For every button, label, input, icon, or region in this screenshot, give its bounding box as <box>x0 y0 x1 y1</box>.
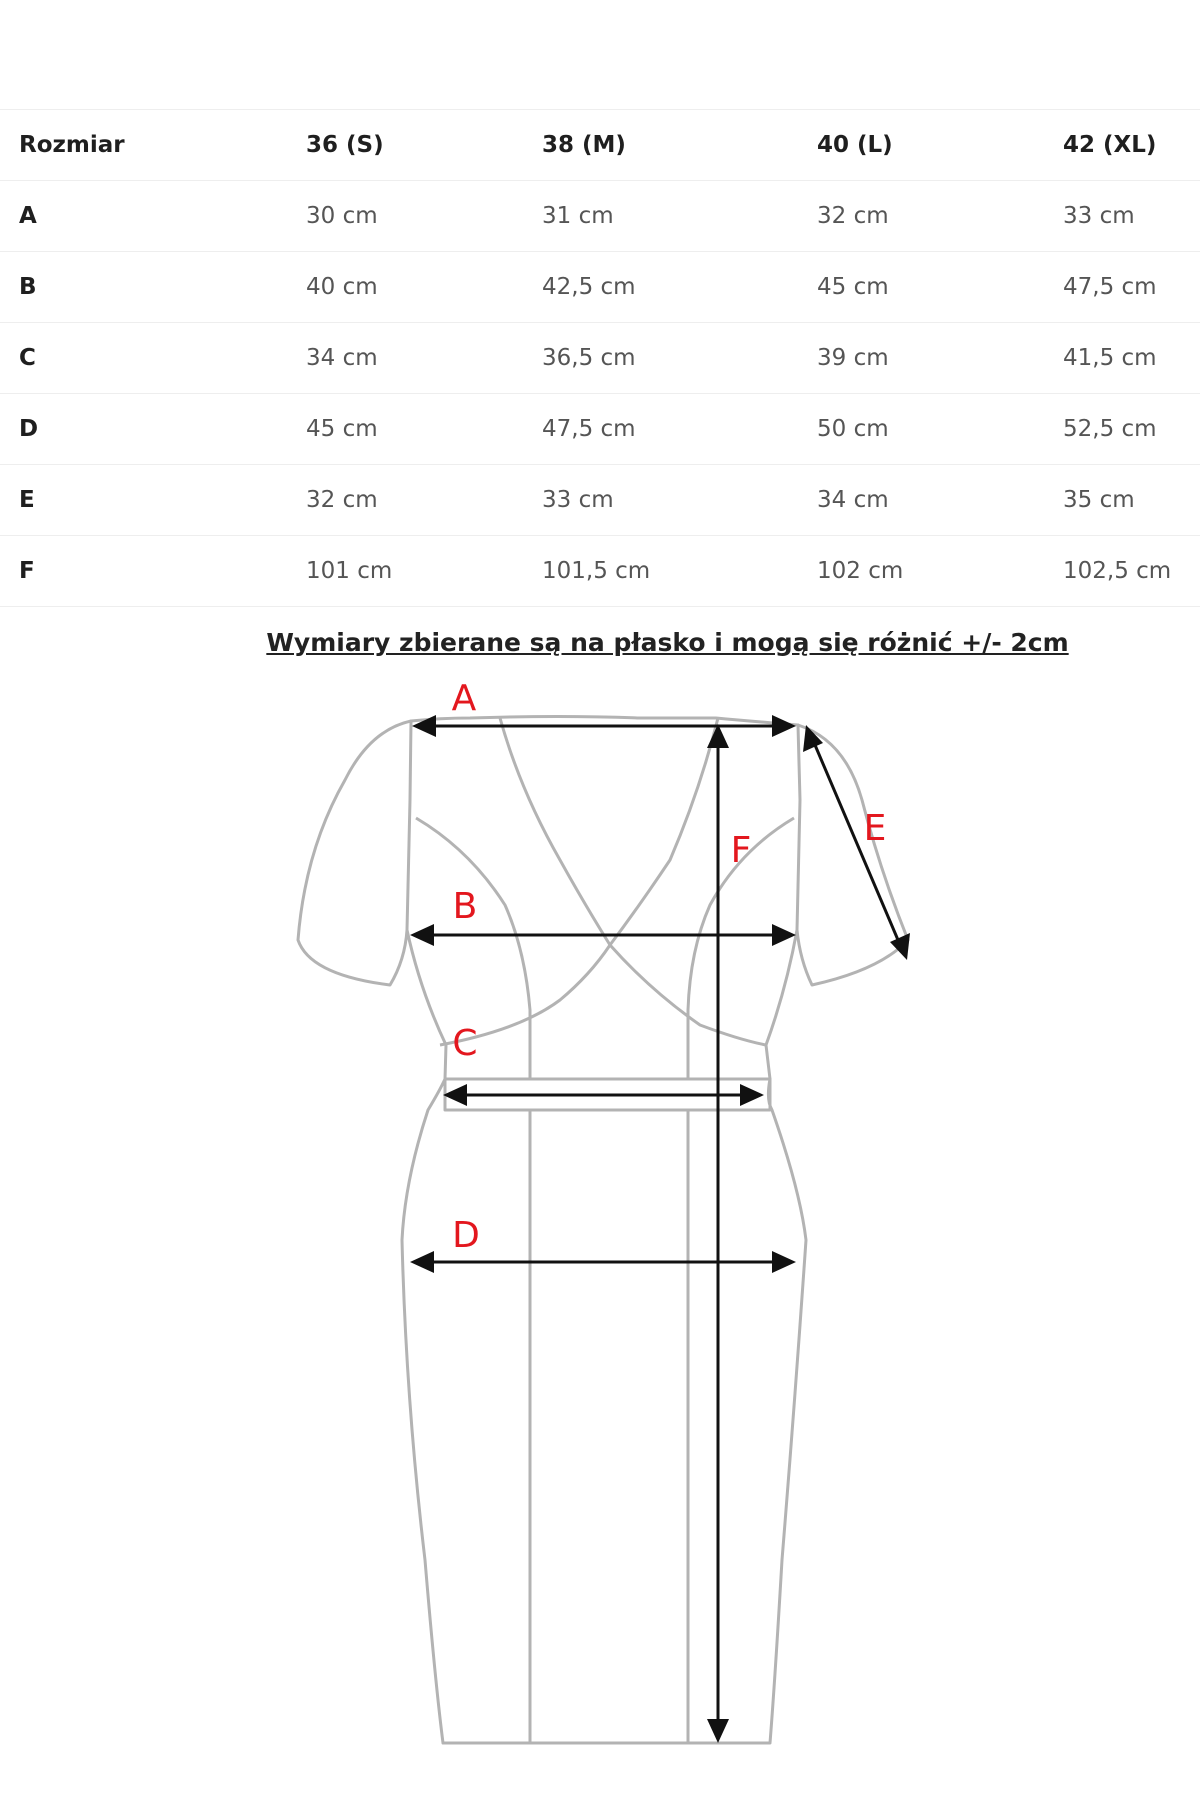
header-size: Rozmiar <box>19 132 125 158</box>
table-cell: 47,5 cm <box>1063 274 1157 300</box>
row-label: B <box>19 274 37 300</box>
left-sleeve-outline <box>298 721 411 985</box>
label-f: F <box>730 830 752 871</box>
table-cell: 33 cm <box>542 487 614 513</box>
table-cell: 47,5 cm <box>542 416 636 442</box>
table-cell: 34 cm <box>817 487 889 513</box>
header-36-s: 36 (S) <box>306 132 384 158</box>
table-cell: 42,5 cm <box>542 274 636 300</box>
left-neckline <box>500 718 610 945</box>
label-e: E <box>863 808 887 849</box>
table-cell: 102 cm <box>817 558 904 584</box>
measurement-note: Wymiary zbierane są na płasko i mogą się różnić +/- 2cm <box>266 628 1069 657</box>
table-cell: 34 cm <box>306 345 378 371</box>
table-cell: 32 cm <box>817 203 889 229</box>
row-label: E <box>19 487 35 513</box>
table-cell: 50 cm <box>817 416 889 442</box>
table-cell: 101 cm <box>306 558 393 584</box>
header-40-l: 40 (L) <box>817 132 893 158</box>
label-a: A <box>451 678 477 719</box>
table-cell: 35 cm <box>1063 487 1135 513</box>
right-sleeve-outline <box>797 725 908 985</box>
right-neckline <box>610 718 718 945</box>
arrow-e <box>803 725 910 960</box>
arrow-f <box>707 724 729 1743</box>
header-38-m: 38 (M) <box>542 132 626 158</box>
row-label: C <box>19 345 36 371</box>
table-cell: 32 cm <box>306 487 378 513</box>
table-cell: 31 cm <box>542 203 614 229</box>
table-cell: 36,5 cm <box>542 345 636 371</box>
table-cell: 33 cm <box>1063 203 1135 229</box>
table-cell: 102,5 cm <box>1063 558 1172 584</box>
row-label: D <box>19 416 39 442</box>
label-c: C <box>452 1023 478 1064</box>
table-cell: 45 cm <box>817 274 889 300</box>
row-label: F <box>19 558 35 584</box>
arrow-b <box>410 924 796 946</box>
table-cell: 40 cm <box>306 274 378 300</box>
label-b: B <box>452 886 478 927</box>
table-cell: 101,5 cm <box>542 558 651 584</box>
table-cell: 41,5 cm <box>1063 345 1157 371</box>
table-cell: 52,5 cm <box>1063 416 1157 442</box>
dress-outline <box>298 717 908 1744</box>
row-label: A <box>19 203 37 229</box>
arrow-c <box>443 1084 764 1106</box>
table-cell: 45 cm <box>306 416 378 442</box>
table-cell: 30 cm <box>306 203 378 229</box>
header-42-xl: 42 (XL) <box>1063 132 1157 158</box>
label-d: D <box>452 1215 480 1256</box>
table-cell: 39 cm <box>817 345 889 371</box>
